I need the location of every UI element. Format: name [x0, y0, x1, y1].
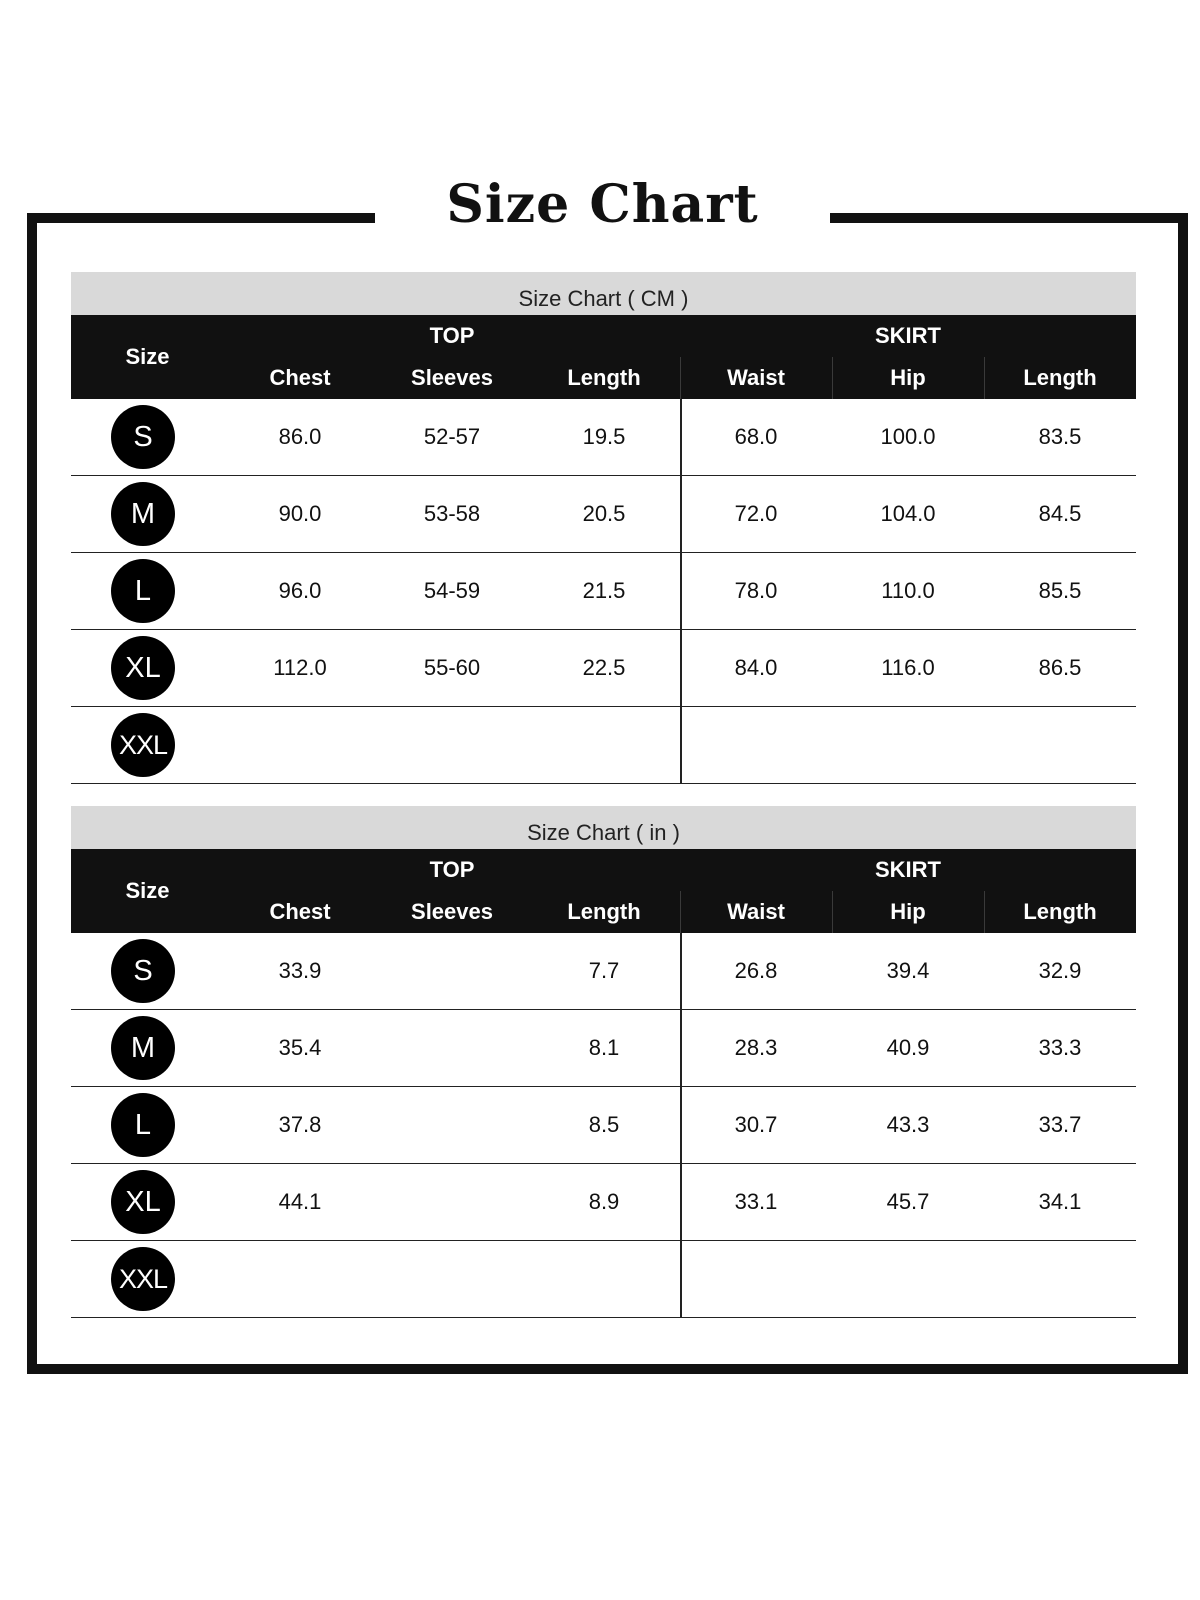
- cell-hip: 45.7: [886, 1189, 930, 1214]
- page-title: Size Chart: [446, 174, 759, 235]
- cell-hip: 40.9: [886, 1035, 930, 1060]
- cell-waist: 84.0: [734, 655, 778, 680]
- table-caption: Size Chart ( CM ): [71, 272, 1136, 315]
- cell-hip: 100.0: [880, 424, 936, 449]
- header-divider: [832, 891, 833, 933]
- cell-waist: 68.0: [734, 424, 778, 449]
- cell-hip: 116.0: [881, 655, 935, 680]
- cell-skirt-length: 33.7: [1038, 1112, 1082, 1137]
- cell-waist: 33.1: [734, 1189, 778, 1214]
- cell-skirt-length: 33.3: [1038, 1035, 1082, 1060]
- cell-skirt-length: 32.9: [1038, 958, 1082, 983]
- cell-chest: 33.9: [278, 958, 322, 983]
- table-row: [71, 707, 1136, 784]
- header-size: Size: [125, 344, 170, 369]
- header-skirt-group: SKIRT: [875, 857, 941, 882]
- cell-top-length: 8.5: [588, 1112, 620, 1137]
- header-chest: Chest: [269, 899, 331, 924]
- header-top-length: Length: [567, 365, 641, 390]
- size-badge: L: [111, 559, 175, 623]
- size-badge: M: [111, 1016, 175, 1080]
- table-row: [71, 476, 1136, 553]
- cell-top-length: 22.5: [582, 655, 626, 680]
- header-waist: Waist: [727, 899, 785, 924]
- cell-top-length: 21.5: [582, 578, 626, 603]
- cell-skirt-length: 84.5: [1038, 501, 1082, 526]
- cell-top-length: 8.1: [588, 1035, 620, 1060]
- cell-sleeves: 54-59: [423, 578, 481, 603]
- size-badge: S: [111, 939, 175, 1003]
- cell-skirt-length: 34.1: [1038, 1189, 1082, 1214]
- table-row: [71, 553, 1136, 630]
- header-waist: Waist: [727, 365, 785, 390]
- size-badge: L: [111, 1093, 175, 1157]
- size-table-cm: [71, 272, 1136, 784]
- cell-chest: 96.0: [278, 578, 322, 603]
- header-divider: [984, 891, 985, 933]
- cell-chest: 112.0: [273, 655, 327, 680]
- header-sleeves: Sleeves: [411, 899, 493, 924]
- size-badge: XXL: [111, 713, 175, 777]
- cell-skirt-length: 86.5: [1038, 655, 1082, 680]
- header-skirt-length: Length: [1023, 365, 1097, 390]
- size-table-in: [71, 806, 1136, 1318]
- table-row: [71, 1010, 1136, 1087]
- table-row: [71, 1087, 1136, 1164]
- table-header: [71, 315, 1136, 399]
- cell-chest: 35.4: [278, 1035, 322, 1060]
- cell-hip: 104.0: [880, 501, 936, 526]
- size-badge: M: [111, 482, 175, 546]
- cell-sleeves: 55-60: [423, 655, 481, 680]
- table-header: [71, 849, 1136, 933]
- cell-hip: 43.3: [886, 1112, 930, 1137]
- cell-sleeves: 52-57: [423, 424, 481, 449]
- size-badge: XXL: [111, 1247, 175, 1311]
- header-divider: [832, 357, 833, 399]
- cell-waist: 72.0: [734, 501, 778, 526]
- table-row: [71, 399, 1136, 476]
- size-badge: S: [111, 405, 175, 469]
- header-top-length: Length: [567, 899, 641, 924]
- size-badge: XL: [111, 1170, 175, 1234]
- header-divider: [680, 891, 681, 933]
- table-row: [71, 630, 1136, 707]
- table-row: [71, 1241, 1136, 1318]
- cell-waist: 30.7: [734, 1112, 778, 1137]
- cell-chest: 86.0: [278, 424, 322, 449]
- cell-top-length: 8.9: [588, 1189, 620, 1214]
- header-chest: Chest: [269, 365, 331, 390]
- cell-skirt-length: 85.5: [1038, 578, 1082, 603]
- header-divider: [984, 357, 985, 399]
- header-sleeves: Sleeves: [411, 365, 493, 390]
- table-body: [71, 399, 1136, 784]
- cell-chest: 37.8: [278, 1112, 322, 1137]
- header-hip: Hip: [890, 899, 926, 924]
- cell-waist: 78.0: [734, 578, 778, 603]
- cell-chest: 90.0: [278, 501, 322, 526]
- cell-hip: 39.4: [886, 958, 930, 983]
- header-hip: Hip: [890, 365, 926, 390]
- cell-waist: 28.3: [734, 1035, 778, 1060]
- cell-chest: 44.1: [278, 1189, 322, 1214]
- cell-hip: 110.0: [881, 578, 935, 603]
- cell-top-length: 7.7: [588, 958, 620, 983]
- cell-waist: 26.8: [734, 958, 778, 983]
- header-size: Size: [125, 878, 170, 903]
- table-caption: Size Chart ( in ): [71, 806, 1136, 849]
- table-row: [71, 1164, 1136, 1241]
- cell-sleeves: 53-58: [423, 501, 481, 526]
- cell-top-length: 19.5: [582, 424, 626, 449]
- cell-skirt-length: 83.5: [1038, 424, 1082, 449]
- header-top-group: TOP: [429, 323, 475, 348]
- header-skirt-length: Length: [1023, 899, 1097, 924]
- table-row: [71, 933, 1136, 1010]
- table-body: [71, 933, 1136, 1318]
- header-divider: [680, 357, 681, 399]
- header-skirt-group: SKIRT: [875, 323, 941, 348]
- cell-top-length: 20.5: [582, 501, 626, 526]
- size-badge: XL: [111, 636, 175, 700]
- header-top-group: TOP: [429, 857, 475, 882]
